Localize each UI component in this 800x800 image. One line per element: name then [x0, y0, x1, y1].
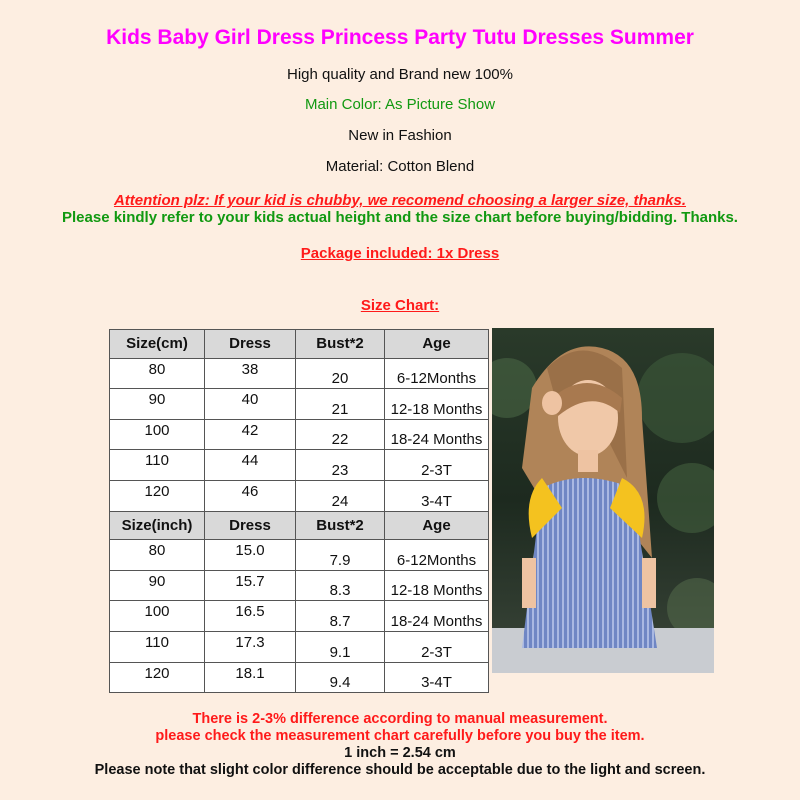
cm-table-cell: 46	[205, 480, 296, 511]
cm-table-cell: 90	[110, 389, 205, 420]
cm-table-cell: 44	[205, 450, 296, 481]
material-line: Material: Cotton Blend	[325, 158, 475, 175]
inch-table-cell: 18.1	[205, 662, 296, 693]
cm-table-cell: 42	[205, 419, 296, 450]
inch-table-cell: 100	[110, 601, 205, 632]
cm-table-cell: 3-4T	[385, 480, 489, 511]
cm-header-cell: Bust*2	[296, 330, 385, 359]
fashion-line: New in Fashion	[348, 127, 452, 144]
inch-table-cell: 6-12Months	[385, 540, 489, 571]
inch-table-cell: 12-18 Months	[385, 570, 489, 601]
main-color-line: Main Color: As Picture Show	[304, 96, 496, 113]
cm-header-cell: Size(cm)	[110, 330, 205, 359]
inch-table-cell: 110	[110, 631, 205, 662]
cm-table-cell: 24	[296, 480, 385, 511]
measurement-difference-note: There is 2-3% difference according to manual measurement.	[192, 711, 608, 727]
inch-table-cell: 3-4T	[385, 662, 489, 693]
cm-table-cell: 38	[205, 358, 296, 389]
inch-table-cell: 8.3	[296, 570, 385, 601]
inch-conversion-note: 1 inch = 2.54 cm	[344, 745, 456, 761]
inch-table-row	[110, 601, 489, 632]
inch-table-cell: 7.9	[296, 540, 385, 571]
inch-table-row	[110, 662, 489, 693]
cm-table-row	[110, 419, 489, 450]
size-chart-label: Size Chart:	[360, 297, 440, 314]
inch-header-cell: Size(inch)	[110, 511, 205, 540]
cm-table-cell: 80	[110, 358, 205, 389]
inch-table-cell: 9.1	[296, 631, 385, 662]
cm-table-cell: 22	[296, 419, 385, 450]
check-chart-note: please check the measurement chart carefully before you buy the item.	[155, 728, 645, 744]
cm-table-cell: 18-24 Months	[385, 419, 489, 450]
cm-table-cell: 100	[110, 419, 205, 450]
cm-table-cell: 120	[110, 480, 205, 511]
inch-header-cell: Bust*2	[296, 511, 385, 540]
cm-table-row	[110, 389, 489, 420]
size-chart-table	[109, 329, 489, 693]
cm-table-cell: 23	[296, 450, 385, 481]
inch-table-cell: 15.7	[205, 570, 296, 601]
inch-table-row	[110, 631, 489, 662]
inch-table-cell: 17.3	[205, 631, 296, 662]
inch-header-cell: Dress	[205, 511, 296, 540]
color-difference-note: Please note that slight color difference should be acceptable due to the light and screen.	[94, 762, 706, 778]
cm-table-cell: 21	[296, 389, 385, 420]
quality-line: High quality and Brand new 100%	[287, 66, 513, 83]
cm-table-cell: 6-12Months	[385, 358, 489, 389]
cm-table-row	[110, 358, 489, 389]
cm-table-cell: 12-18 Months	[385, 389, 489, 420]
inch-table-row	[110, 570, 489, 601]
inch-table-row	[110, 540, 489, 571]
inch-table-cell: 120	[110, 662, 205, 693]
inch-table-cell: 80	[110, 540, 205, 571]
cm-header-cell: Age	[385, 330, 489, 359]
inch-table-header-row	[110, 511, 489, 540]
product-photo	[492, 328, 714, 673]
cm-table-cell: 2-3T	[385, 450, 489, 481]
cm-table-cell: 110	[110, 450, 205, 481]
product-title: Kids Baby Girl Dress Princess Party Tutu Dresses Summer	[106, 26, 694, 49]
attention-note: Attention plz: If your kid is chubby, we recomend choosing a larger size, thanks.	[113, 192, 687, 209]
inch-table-cell: 90	[110, 570, 205, 601]
inch-table-cell: 8.7	[296, 601, 385, 632]
package-line: Package included: 1x Dress	[300, 245, 500, 262]
cm-table-cell: 20	[296, 358, 385, 389]
inch-table-cell: 2-3T	[385, 631, 489, 662]
cm-table-cell: 40	[205, 389, 296, 420]
cm-table-row	[110, 450, 489, 481]
inch-table-cell: 16.5	[205, 601, 296, 632]
cm-table-header-row	[110, 330, 489, 359]
inch-table-cell: 15.0	[205, 540, 296, 571]
refer-note: Please kindly refer to your kids actual height and the size chart before buying/bidding. Thanks.	[62, 209, 738, 226]
cm-table-row	[110, 480, 489, 511]
cm-header-cell: Dress	[205, 330, 296, 359]
inch-table-cell: 9.4	[296, 662, 385, 693]
inch-table-cell: 18-24 Months	[385, 601, 489, 632]
inch-header-cell: Age	[385, 511, 489, 540]
